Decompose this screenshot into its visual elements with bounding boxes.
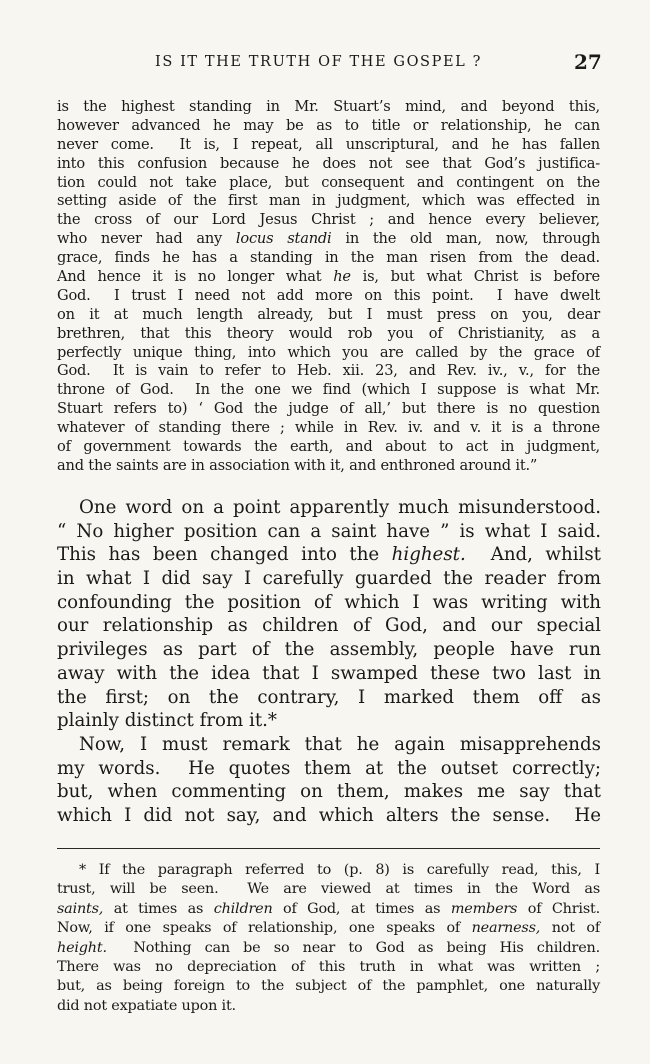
text-line [57, 567, 601, 591]
text-segment: whatever of standing there ; while in Rev. iv. and v. it is a throne [57, 419, 600, 437]
text-segment: but, when commenting on them, makes me say that [57, 781, 601, 803]
text-segment: of God, at times as [272, 900, 451, 917]
text-segment: God. It is vain to refer to Heb. xii. 23, and Rev. iv., v., for the [57, 362, 600, 380]
italic-text: saints, [57, 900, 104, 917]
text-segment: our relationship as children of God, and our special [57, 615, 601, 637]
italic-text: height. [57, 939, 107, 956]
text-segment: And, whilst [465, 544, 601, 566]
text-segment: at times as [103, 900, 214, 917]
text-segment: Now, I must remark that he again misapprehends [79, 733, 601, 755]
text-segment: Stuart refers to) ‘ God the judge of all,’ but there is no question [57, 400, 600, 418]
italic-text: members [450, 900, 518, 917]
text-segment: There was no depreciation of this truth in what was written ; [57, 958, 600, 975]
text-line [57, 614, 601, 638]
text-line [57, 733, 601, 757]
text-line [57, 400, 600, 419]
text-line [57, 306, 600, 325]
text-segment: throne of God. In the one we find (which I suppose is what Mr. [57, 381, 600, 399]
text-line [57, 804, 601, 828]
text-segment: setting aside of the first man in judgment, which was effected in [57, 192, 600, 210]
text-segment: tion could not take place, but consequent and contingent on the [57, 173, 600, 191]
text-line [57, 419, 600, 438]
italic-text: he [333, 268, 351, 286]
footnote-divider [57, 848, 600, 849]
text-line [57, 211, 600, 230]
text-line [57, 757, 601, 781]
text-line [57, 136, 600, 155]
text-segment: my words. He quotes them at the outset correctly; [57, 757, 601, 779]
italic-text: nearness, [471, 920, 541, 937]
text-segment: of government towards the earth, and about to act in judgment, [57, 438, 600, 456]
text-segment: never come. It is, I repeat, all unscriptural, and he has fallen [57, 135, 600, 153]
text-segment: privileges as part of the assembly, people have run [57, 639, 601, 661]
text-segment: perfectly unique thing, into which you are called by the grace of [57, 343, 600, 361]
text-line [57, 686, 601, 710]
text-line [57, 709, 601, 733]
text-line [57, 997, 600, 1016]
text-segment: And hence it is no longer what [57, 268, 334, 286]
text-line [57, 174, 600, 193]
text-line [57, 230, 600, 249]
text-line [57, 438, 600, 457]
text-segment: did not expatiate upon it. [57, 997, 236, 1014]
text-line [57, 939, 600, 958]
text-segment: away with the idea that I swamped these two last in [57, 662, 601, 684]
text-line [57, 900, 600, 919]
text-line [57, 117, 600, 136]
page-number: 27 [574, 50, 602, 74]
text-line [57, 496, 601, 520]
text-line [57, 919, 600, 938]
text-segment: grace, finds he has a standing in the man risen from the dead. [57, 249, 600, 267]
text-segment: One word on a point apparently much misunderstood. [79, 497, 601, 518]
text-segment: Nothing can be so near to God as being His children. [106, 939, 600, 956]
text-line [57, 662, 601, 686]
text-segment: not of [540, 920, 600, 937]
italic-text: children [213, 900, 273, 917]
text-segment: is, but what Christ is before [350, 268, 600, 286]
text-line [57, 977, 600, 996]
text-line [57, 98, 600, 117]
text-line [57, 344, 600, 363]
text-segment: God. I trust I need not add more on this point. I have dwelt [57, 286, 600, 304]
italic-text: highest. [391, 544, 466, 566]
text-segment: however advanced he may be as to title or relationship, he can [57, 116, 600, 134]
text-segment: the cross of our Lord Jesus Christ ; and hence every believer, [57, 211, 600, 229]
text-line [57, 591, 601, 615]
text-segment: who never had any [57, 230, 236, 248]
text-line [57, 520, 601, 544]
text-line [57, 543, 601, 567]
text-segment: confounding the position of which I was writing with [57, 591, 601, 613]
text-line [57, 638, 601, 662]
text-line [57, 457, 600, 476]
text-segment: of Christ. [517, 900, 600, 917]
text-segment: and the saints are in association with it, and enthroned around it.” [57, 456, 538, 474]
text-line [57, 192, 600, 211]
italic-text: locus standi [235, 230, 332, 248]
text-segment: trust, will be seen. We are viewed at times in the Word as [57, 881, 600, 898]
text-line [57, 861, 600, 880]
text-segment: on it at much length already, but I must press on you, dear [57, 305, 600, 323]
text-line [57, 958, 600, 977]
text-line [57, 362, 600, 381]
text-segment: the first; on the contrary, I marked them off as [57, 686, 601, 708]
quoted-passage [57, 98, 600, 476]
text-segment: This has been changed into the [57, 544, 392, 566]
text-segment: “ No higher position can a saint have ” is what I said. [57, 520, 601, 542]
text-line [57, 325, 600, 344]
text-line [57, 381, 600, 400]
text-line [57, 287, 600, 306]
text-segment: Now, if one speaks of relationship, one speaks of [57, 920, 472, 937]
footnote [57, 861, 600, 1016]
text-segment: but, as being foreign to the subject of the pamphlet, one naturally [57, 978, 600, 995]
text-segment: which I did not say, and which alters the sense. He [57, 804, 601, 826]
page-header [0, 52, 650, 76]
text-segment: * If the paragraph referred to (p. 8) is carefully read, this, I [79, 862, 600, 878]
text-segment: into this confusion because he does not see that God’s justifica- [57, 154, 600, 172]
text-segment: in the old man, now, through [331, 230, 601, 248]
text-segment: in what I did say I carefully guarded the reader from [57, 568, 601, 590]
running-title: IS IT THE TRUTH OF THE GOSPEL ? [155, 54, 482, 70]
text-line [57, 268, 600, 287]
body-text [57, 496, 601, 828]
text-segment: plainly distinct from it.* [57, 710, 278, 732]
text-line [57, 880, 600, 899]
text-segment: brethren, that this theory would rob you of Christianity, as a [57, 324, 600, 342]
text-segment: is the highest standing in Mr. Stuart’s mind, and beyond this, [57, 98, 600, 115]
text-line [57, 249, 600, 268]
text-line [57, 155, 600, 174]
text-line [57, 780, 601, 804]
